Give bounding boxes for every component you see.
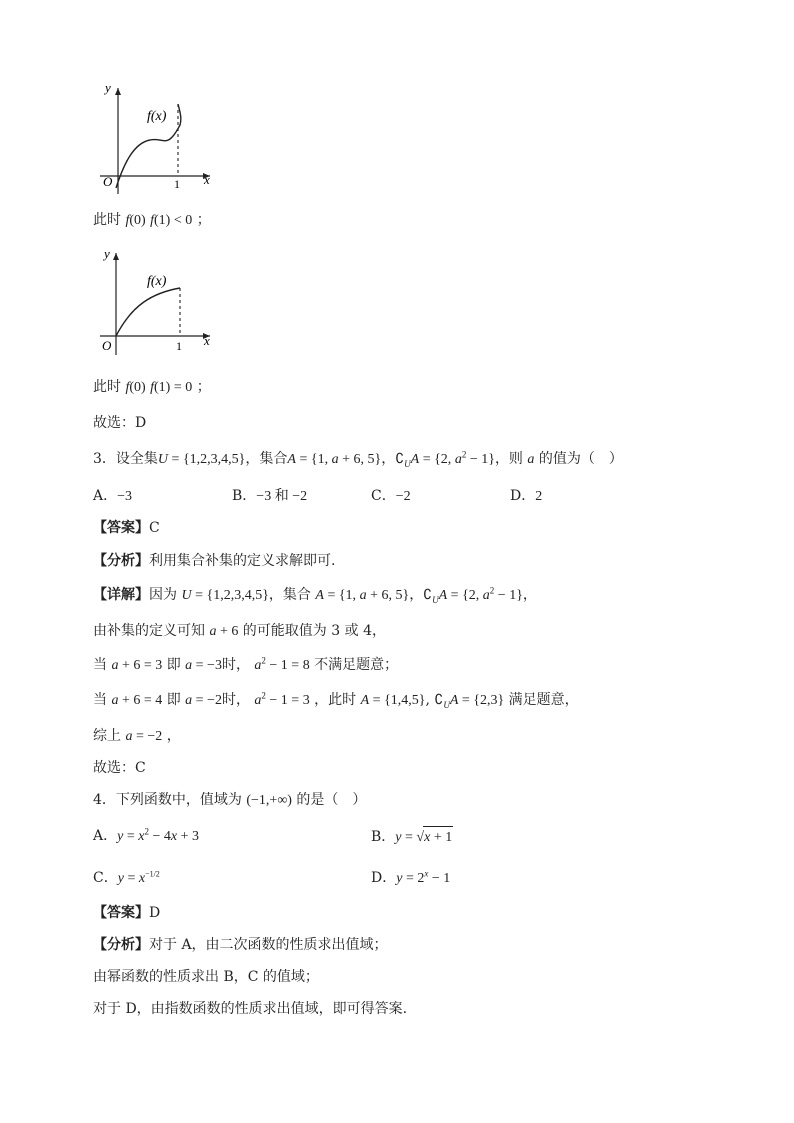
text-line-3: 故选：D	[93, 415, 147, 431]
question-3-stem: 3．设全集U = {1,2,3,4,5}，集合A = {1, a + 6, 5}，$∁_UA = \{2$, $a^2 - 1$}，则 a 的值为（ ）	[93, 449, 623, 469]
q4-analysis-3: 对于 D，由指数函数的性质求出值域，即可得答案.	[93, 1001, 408, 1017]
q3-step-2: 当 a + 6 = 3 即 a = −3时， $a^2 - 1 = 8$ 不满足题意；	[93, 655, 399, 673]
q3-detail: 【详解】因为 U = {1,2,3,4,5}，集合 A = {1, a + 6, 5}，$∁_UA = \{2$, $a^2 - 1$}，	[93, 585, 537, 605]
q4-analysis-2: 由幂函数的性质求出 B，C 的值域；	[93, 969, 319, 985]
graph-figure-1	[92, 78, 222, 198]
q3-analysis: 【分析】利用集合补集的定义求解即可.	[93, 553, 336, 569]
q3-step-1: 由补集的定义可知 a + 6 的可能取值为 3 或 4，	[93, 623, 386, 639]
q4-option-a: A．$y = x^2 - 4x + 3$	[93, 826, 199, 844]
q3-step-5: 故选：C	[93, 760, 146, 776]
x-axis-label: x	[204, 172, 210, 187]
q3-option-a: A．−3	[93, 488, 133, 504]
tick-label: 1	[174, 177, 180, 191]
q3-option-b: B．−3 和 −2	[232, 488, 308, 504]
y-axis-arrow	[115, 88, 121, 95]
origin-label: O	[103, 174, 113, 189]
q3-step-3: 当 a + 6 = 4 即 a = −2时， $a^2 - 1 = 3$ ，此时 A = {1,4,5}, $∁_UA = \{2,3\}$ 满足题意，	[93, 690, 579, 710]
curve-label: f(x)	[147, 274, 167, 289]
y-axis-label: y	[104, 246, 110, 261]
q4-option-b: B．y = √x + 1	[371, 826, 453, 848]
question-4-stem: 4．下列函数中，值域为 (−1,+∞) 的是（ ）	[93, 792, 367, 808]
origin-label: O	[102, 338, 112, 353]
curve-label: f(x)	[147, 109, 167, 124]
q4-analysis-1: 【分析】对于 A，由二次函数的性质求出值域；	[93, 937, 388, 953]
function-curve	[116, 288, 180, 336]
q4-answer: 【答案】D	[93, 905, 161, 921]
tick-label: 1	[176, 339, 182, 353]
text-line-1: 此时 f(0) f(1) < 0 ；	[93, 212, 211, 228]
text-line-2: 此时 f(0) f(1) = 0 ；	[93, 379, 211, 395]
q4-option-d: D．$y = 2^x - 1$	[371, 868, 451, 886]
q3-step-4: 综上 a = −2 ，	[93, 728, 181, 744]
y-axis-label: y	[105, 80, 111, 95]
q3-option-c: C．−2	[371, 488, 411, 504]
q3-answer: 【答案】C	[93, 520, 160, 536]
y-axis-arrow	[113, 253, 119, 260]
x-axis-label: x	[204, 333, 210, 348]
q3-option-d: D．2	[510, 488, 543, 504]
q4-option-c: C．$y = x^{-1/2}$	[93, 869, 160, 886]
graph-figure-2	[92, 245, 222, 360]
